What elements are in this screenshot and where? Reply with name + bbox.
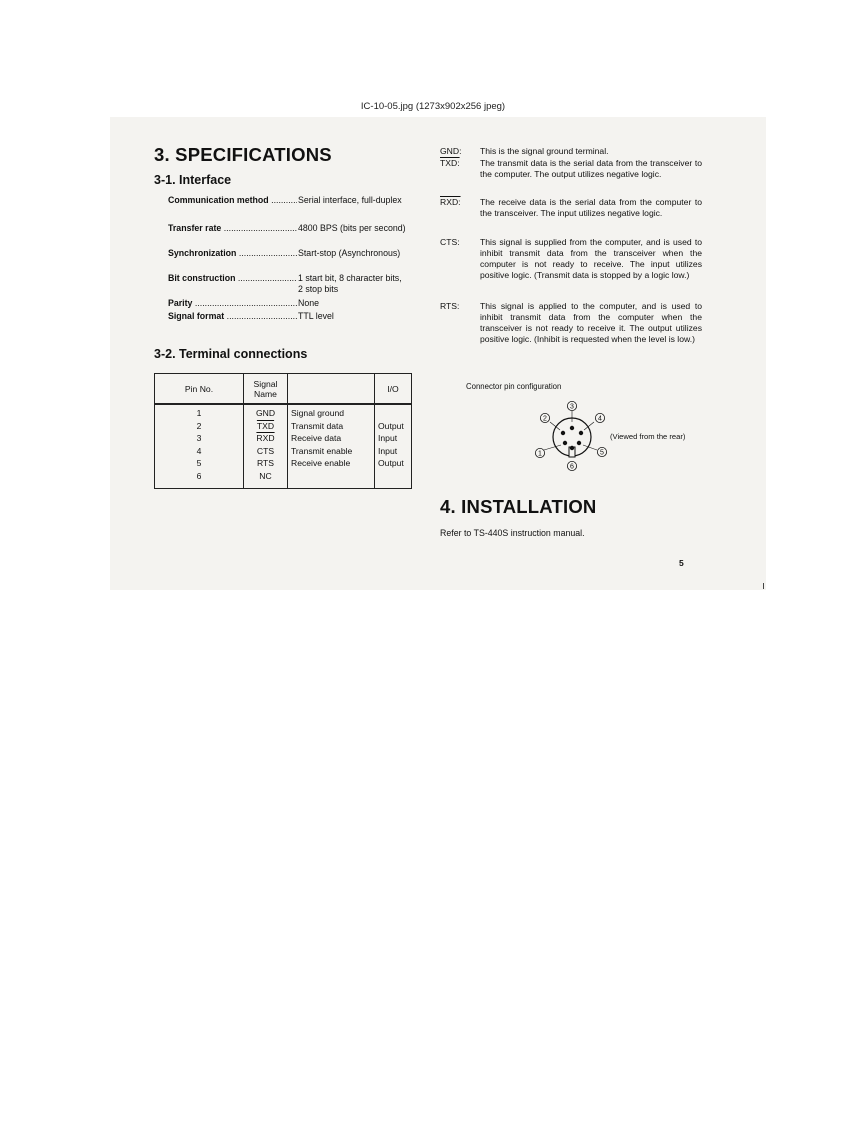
pin-number: 1 (196, 408, 202, 418)
installation-text: Refer to TS-440S instruction manual. (440, 528, 585, 538)
signal-io: Input (378, 445, 398, 456)
interface-value: 1 start bit, 8 character bits, 2 stop bits (298, 273, 402, 294)
pin-label: 3 (570, 403, 574, 411)
signal-name: $\overline{RXD}$ (256, 433, 275, 443)
definition-term: GND: (440, 146, 462, 156)
pin-hole (577, 441, 581, 445)
signal-io (378, 407, 408, 420)
definition-text: The transmit data is the serial data from the transceiver to the computer. The output utilizes negative logic. (480, 158, 702, 179)
interface-label: Communication method ..... (168, 195, 297, 206)
header-io: I/O (375, 374, 412, 405)
signal-io: Input (378, 433, 398, 443)
interface-value: 4800 BPS (bits per second) (298, 223, 406, 233)
definition-text: This is the signal ground terminal. (480, 146, 609, 156)
pin-label: 6 (570, 463, 574, 471)
terminal-table (154, 373, 412, 489)
definition-text: This signal is supplied from the computer, and is used to inhibit transmit data from the transceiver when the computer is not ready to receive. The input utilizes positive logic. (Transmit data is stopped by a logic low.) (480, 237, 702, 280)
definition-term: CTS: (440, 237, 460, 247)
pin-label: 2 (543, 415, 547, 423)
interface-value: Start-stop (Asynchronous) (298, 248, 401, 258)
scan-mark (763, 583, 764, 589)
signal-name: NC (259, 470, 272, 481)
interface-label: Synchronization ..... (168, 248, 297, 259)
table-row (155, 404, 412, 489)
scanned-page (110, 117, 766, 590)
pin-number: 3 (196, 433, 202, 443)
table-header-row (155, 374, 412, 405)
definition-text: This signal is applied to the computer, and is used to inhibit transmit data from the computer when the transceiver is not ready to receive it. The output utilizes positive logic. (Inhibit is requested when the level is low.) (480, 301, 702, 344)
signal-description: Transmit enable (291, 445, 353, 456)
pin-number: 5 (196, 458, 202, 468)
file-caption: IC-10-05.jpg (1273x902x256 jpeg) (360, 101, 506, 112)
pin-hole (579, 431, 583, 435)
signal-io: Output (378, 458, 404, 468)
signal-description (291, 470, 371, 483)
signal-name: GND (255, 408, 276, 418)
pin-hole (561, 431, 565, 435)
definition-term: RTS: (440, 301, 460, 311)
connector-diagram (530, 400, 612, 472)
pin-number: 4 (196, 445, 202, 456)
interface-value: TTL level (298, 311, 334, 321)
header-signal-name: Signal Name (244, 374, 288, 405)
definition-term: TXD: (440, 158, 460, 168)
pin-label: 1 (538, 450, 542, 458)
pin-hole (570, 426, 574, 430)
signal-name: $\overline{TXD}$ (256, 420, 275, 431)
pin-number: 6 (196, 470, 202, 481)
header-pin-no: Pin No. (155, 374, 244, 405)
signal-description: Receive data (291, 433, 342, 443)
page-number: 5 (679, 558, 684, 568)
interface-value: None (298, 298, 320, 308)
pin-label: 5 (600, 449, 604, 457)
header-description (288, 374, 375, 405)
interface-label: Transfer rate ..... (168, 223, 297, 234)
pin-label: 4 (598, 415, 602, 423)
pin-hole (563, 441, 567, 445)
specifications-heading: 3. SPECIFICATIONS (154, 144, 332, 165)
signal-description: Receive enable (291, 458, 351, 468)
signal-description: Transmit data (291, 420, 344, 431)
interface-label: Bit construction ..... (168, 273, 297, 284)
terminal-connections-heading: 3-2. Terminal connections (154, 347, 308, 361)
pin-hole (570, 446, 574, 450)
installation-heading: 4. INSTALLATION (440, 496, 597, 517)
interface-heading: 3-1. Interface (154, 173, 232, 187)
pin-number: 2 (196, 420, 202, 431)
signal-io: Output (378, 420, 404, 431)
connector-view-note: (Viewed from the rear) (610, 432, 686, 441)
interface-value: Serial interface, full-duplex (298, 195, 402, 205)
signal-description: Signal ground (291, 408, 345, 418)
connector-caption: Connector pin configuration (466, 382, 562, 391)
signal-name: CTS (256, 445, 275, 456)
definition-text: The receive data is the serial data from the computer to the transceiver. The input utilizes negative logic. (480, 197, 702, 218)
definition-term: RXD: (440, 197, 461, 207)
interface-label: Signal format ..... (168, 311, 297, 322)
interface-label: Parity ..... (168, 298, 297, 309)
signal-name: RTS (256, 458, 275, 468)
